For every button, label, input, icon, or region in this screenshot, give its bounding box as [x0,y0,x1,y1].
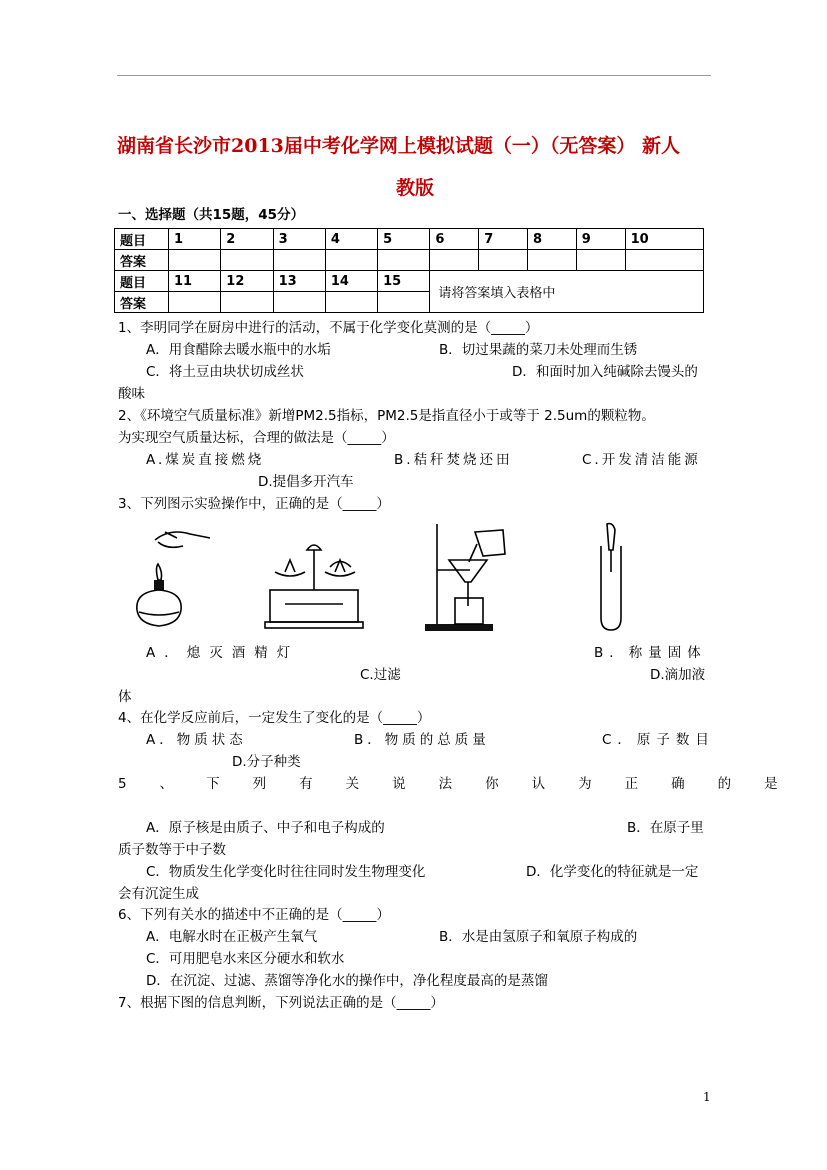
question-number: 14 [325,271,377,292]
answer-cell[interactable] [378,250,430,271]
q5-option-b-cont: 质子数等于中子数 [118,842,226,858]
answer-cell[interactable] [325,292,377,313]
question-number: 8 [528,229,577,250]
document-title-line1: 湖南省长沙市2013届中考化学网上模拟试题（一）（无答案） 新人 [117,135,680,157]
question-number: 13 [273,271,325,292]
q1-option-a: A．用食醋除去暖水瓶中的水垢 [146,342,331,358]
balance-icon [265,545,363,628]
answer-cell[interactable] [221,292,273,313]
q2-option-d: D.提倡多开汽车 [258,474,354,490]
q2-option-b: B.秸秆焚烧还田 [394,452,513,468]
table-note: 请将答案填入表格中 [430,271,704,313]
q6-option-d: D．在沉淀、过滤、蒸馏等净化水的操作中，净化程度最高的是蒸馏 [146,973,548,989]
question-number: 12 [221,271,273,292]
question-number: 2 [221,229,273,250]
q5-stem: 5、下列有关说法你认为正确的是 [118,776,811,792]
header-rule [117,75,711,76]
q4-option-c: C．原子数目 [602,732,715,748]
q4-option-d: D.分子种类 [232,754,301,770]
question-number: 7 [479,229,528,250]
question-number: 11 [169,271,221,292]
row-label: 答案 [115,250,169,271]
page-number: 1 [703,1090,711,1104]
row-label: 题目 [115,229,169,250]
q1-option-c: C．将土豆由块状切成丝状 [146,364,304,380]
q6-option-c: C．可用肥皂水来区分硬水和软水 [146,951,345,967]
q4-option-a: A．物质状态 [146,732,247,748]
answer-cell[interactable] [378,292,430,313]
answer-cell[interactable] [528,250,577,271]
alcohol-lamp-icon [137,532,210,626]
dropper-test-tube-icon [601,524,621,630]
q3-option-a: A．熄灭酒精灯 [146,645,300,661]
q3-option-b: B．称量固体 [594,645,707,661]
q3-option-d: D.滴加液 [650,667,706,683]
q5-option-d: D．化学变化的特征就是一定 [526,864,699,880]
document-title-line2: 教版 [396,177,435,199]
question-number: 10 [625,229,703,250]
q7-stem: 7、根据下图的信息判断，下列说法正确的是（_____） [118,995,444,1011]
row-label: 题目 [115,271,169,292]
question-number: 4 [325,229,377,250]
question-number: 1 [169,229,221,250]
table-row [115,229,704,250]
q1-option-d-cont: 酸味 [118,386,145,402]
section-heading: 一、选择题（共15题，45分） [118,207,305,223]
table-row [115,271,704,292]
answer-cell[interactable] [625,250,703,271]
q2-option-a: A.煤炭直接燃烧 [146,452,265,468]
answer-cell[interactable] [169,292,221,313]
question-number: 9 [576,229,625,250]
answer-cell[interactable] [325,250,377,271]
q5-option-c: C．物质发生化学变化时往往同时发生物理变化 [146,864,426,880]
answer-cell[interactable] [273,292,325,313]
q2-option-c: C.开发清洁能源 [582,452,701,468]
q3-option-c: C.过滤 [360,667,401,683]
q5-option-a: A．原子核是由质子、中子和电子构成的 [146,820,385,836]
q4-stem: 4、在化学反应前后，一定发生了变化的是（_____） [118,710,431,726]
q1-option-d: D．和面时加入纯碱除去馒头的 [512,364,698,380]
q6-option-a: A．电解水时在正极产生氧气 [146,929,318,945]
q2-stem-cont: 为实现空气质量达标，合理的做法是（_____） [118,430,395,446]
answer-cell[interactable] [273,250,325,271]
q6-stem: 6、下列有关水的描述中不正确的是（_____） [118,907,390,923]
q3-option-d-cont: 体 [118,689,132,705]
answer-cell[interactable] [576,250,625,271]
q5-option-d-cont: 会有沉淀生成 [118,886,199,902]
question-number: 15 [378,271,430,292]
answer-table [114,228,704,313]
q2-stem: 2、《环境空气质量标准》新增PM2.5指标，PM2.5是指直径小于或等于 2.5um的颗粒物。 [118,408,655,424]
question-number: 6 [430,229,479,250]
q1-option-b: B．切过果蔬的菜刀未处理而生锈 [439,342,638,358]
answer-cell[interactable] [169,250,221,271]
answer-cell[interactable] [221,250,273,271]
answer-cell[interactable] [430,250,479,271]
row-label: 答案 [115,292,169,313]
question-number: 5 [378,229,430,250]
q4-option-b: B．物质的总质量 [354,732,490,748]
q5-option-b: B．在原子里 [627,820,704,836]
lab-apparatus-figure [125,520,725,638]
question-number: 3 [273,229,325,250]
q1-stem: 1、李明同学在厨房中进行的活动，不属于化学变化莫测的是（_____） [118,320,539,336]
q3-stem: 3、下列图示实验操作中，正确的是（_____） [118,496,390,512]
answer-cell[interactable] [479,250,528,271]
table-row [115,250,704,271]
q6-option-b: B．水是由氢原子和氧原子构成的 [439,929,638,945]
filtration-icon [425,524,505,631]
